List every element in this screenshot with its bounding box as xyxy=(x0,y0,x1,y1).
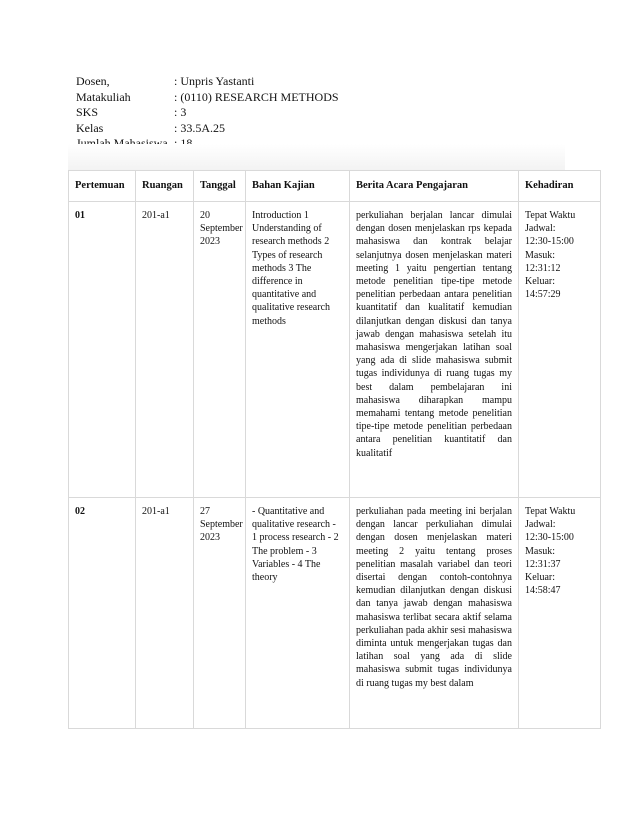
masuk-label: Masuk: xyxy=(525,545,555,557)
ruangan-cell: 201-a1 xyxy=(136,202,194,498)
sks-label: SKS xyxy=(76,105,99,120)
kehadiran-cell xyxy=(519,202,601,498)
attendance-table xyxy=(68,170,601,729)
keluar-value: 14:57:29 xyxy=(525,289,561,301)
dosen-label: Dosen, xyxy=(76,74,110,88)
masuk-value: 12:31:12 xyxy=(525,262,561,274)
table-row xyxy=(69,498,601,729)
matakuliah-value: : (0110) RESEARCH METHODS xyxy=(174,89,339,104)
kehadiran-cell xyxy=(519,498,601,729)
col-kehadiran: Kehadiran xyxy=(519,171,601,202)
pertemuan-cell: 02 xyxy=(69,498,136,729)
kelas-value: : 33.5A.25 xyxy=(174,120,225,135)
col-berita-acara: Berita Acara Pengajaran xyxy=(350,171,519,202)
keluar-label: Keluar: xyxy=(525,276,555,288)
matakuliah-label: Matakuliah xyxy=(76,89,131,104)
masuk-label: Masuk: xyxy=(525,249,555,261)
kehadiran-status: Tepat Waktu xyxy=(525,506,576,517)
masuk-value: 12:31:37 xyxy=(525,558,561,570)
info-matakuliah xyxy=(76,90,339,106)
jadwal-value: 12:30-15:00 xyxy=(525,236,574,248)
col-bahan-kajian: Bahan Kajian xyxy=(246,171,350,202)
keluar-label: Keluar: xyxy=(525,572,555,584)
ruangan-cell: 201-a1 xyxy=(136,498,194,729)
info-kelas xyxy=(76,121,339,137)
jadwal-value: 12:30-15:00 xyxy=(525,532,574,544)
table-row xyxy=(69,202,601,498)
col-ruangan: Ruangan xyxy=(136,171,194,202)
kehadiran-status: Tepat Waktu xyxy=(525,210,576,221)
berita-acara-cell: perkuliahan berjalan lancar dimulai dengan dosen menjelaskan rps kepada mahasiswa dan kontrak belajar selanjutnya dosen menjelaskan materi meeting 1 yaitu pengertian tentang metode penelitian tipe-tipe metode penelitian perbedaan antara penelitian kuantitatif dan kualitatif kemudian dilanjutkan dengan diskusi dan tanya jawab dengan mahasiswa setelah itu mahasiswa mengerjakan latihan soal yang ada di slide mahasiswa submit tugas individunya di ruang tugas my best dalam pembelajaran ini mahasiswa diharapkan mampu memahami tentang metode penelitian tipe-tipe metode penelitian perbedaan antara penelitian kuantitatif dan kualitatif xyxy=(350,202,519,498)
berita-acara-cell: perkuliahan pada meeting ini berjalan dengan lancar perkuliahan dimulai dengan dosen menjelaskan materi meeting 2 yaitu tentang proses penelitian masalah variabel dan teori disertai dengan contoh-contohnya kemudian dilanjutkan dengan diskusi dan tanya jawab dengan mahasiswa mahasiswa terlibat secara aktif selama perkuliahan pada akhir sesi mahasiswa diminta untuk mengerjakan tugas dan latihan soal yang ada di slide mahasiswa submit tugas individunya di ruang tugas my best dalam xyxy=(350,498,519,729)
header-shade xyxy=(68,144,565,170)
tanggal-cell: 20 September 2023 xyxy=(194,202,246,498)
course-info xyxy=(76,74,339,152)
keluar-value: 14:58:47 xyxy=(525,585,561,597)
table-header-row xyxy=(69,171,601,202)
kelas-label: Kelas xyxy=(76,120,104,135)
pertemuan-cell: 01 xyxy=(69,202,136,498)
jadwal-label: Jadwal: xyxy=(525,223,556,235)
sks-value: : 3 xyxy=(174,105,187,120)
dosen-value: : Unpris Yastanti xyxy=(174,74,255,88)
col-tanggal: Tanggal xyxy=(194,171,246,202)
info-dosen xyxy=(76,74,339,90)
bahan-kajian-cell: Introduction 1 Understanding of research methods 2 Types of research methods 3 The difference in quantitative and qualitative research methods xyxy=(246,202,350,498)
bahan-kajian-cell: - Quantitative and qualitative research - 1 process research - 2 The problem - 3 Variables - 4 The theory xyxy=(246,498,350,729)
jadwal-label: Jadwal: xyxy=(525,519,556,531)
info-sks xyxy=(76,105,339,121)
tanggal-cell: 27 September 2023 xyxy=(194,498,246,729)
col-pertemuan: Pertemuan xyxy=(69,171,136,202)
